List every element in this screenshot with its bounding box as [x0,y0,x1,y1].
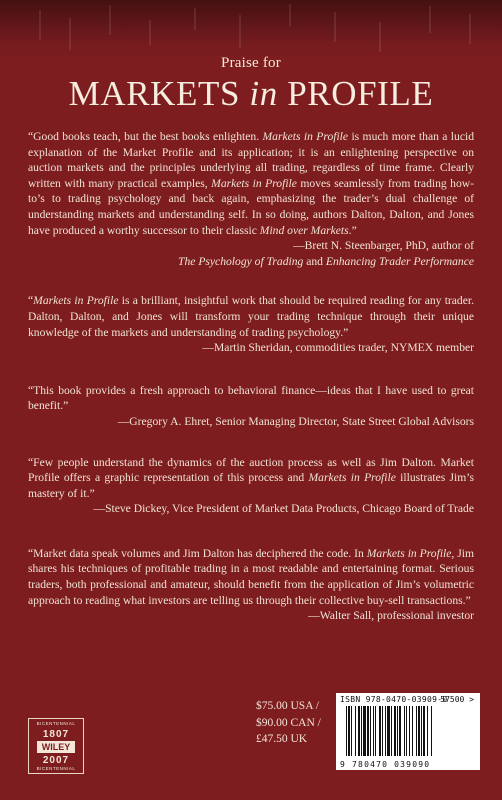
barcode-bar [431,706,432,756]
barcode-bars [344,706,472,758]
barcode-bar [404,706,405,756]
barcode-bar [406,706,407,756]
praise-for-label: Praise for [221,55,281,71]
barcode-bar [409,706,410,756]
barcode-bar [346,706,347,756]
attribution-4 [28,501,474,517]
price-list [256,698,321,748]
barcode-bar [427,706,428,756]
barcode-bar [394,706,396,756]
barcode-bar [348,706,350,756]
attribution-line: —Brett N. Steenbarger, PhD, author of [293,239,474,253]
title-part-2: in [249,74,278,113]
barcode-bar [423,706,425,756]
barcode-bar [373,706,374,756]
barcode-bar [382,706,383,756]
quote-4: “Few people understand the dynamics of the auction process as well as Jim Dalton. Market Profile offers a graphic representation of this process and Markets in Profile illustrates Jim’s mastery of it.” [28,455,475,500]
logo-brand: WILEY [37,741,75,753]
quote-3: “This book provides a fresh approach to behavioral finance—ideas that I have used to great benefit.” [28,383,474,413]
barcode-bar [416,706,417,756]
attribution-line: —Walter Sall, professional investor [308,609,474,623]
logo-year-start: 1807 [42,729,70,740]
quote-1: “Good books teach, but the best books enlighten. Markets in Profile is much more than a lucid explanation of the Market Profile and its application; it is an enlightening perspective on auction markets and the principles underlying all trading, regardless of time frame. Clearly written with many practical examples, Markets in Profile moves seamlessly from trading how-to’s to trading psychology and back again, emphasizing the trader’s dual challenge of understanding markets and understanding self. In so doing, authors Dalton, Dalton, and Jones have produced a worthy successor to their classic Mind over Markets.” [28,130,474,237]
barcode-bar [361,706,362,756]
barcode-bar [391,706,392,756]
price-can: $90.00 CAN / [256,716,321,729]
barcode-bar [385,706,386,756]
barcode-price-code: 57500 > [440,695,474,704]
attribution-1 [28,238,474,269]
logo-year-end: 2007 [42,755,70,766]
barcode-bar [351,706,352,756]
decorative-chart-strip [0,0,502,55]
isbn-number: ISBN 978-0470-03909-0 [340,695,448,704]
barcode-bar [358,706,360,756]
header [0,55,502,114]
barcode-bar [418,706,420,756]
price-usa: $75.00 USA / [256,700,319,712]
praise-quotes [28,129,474,624]
title-part-3: PROFILE [277,74,434,113]
book-title [0,74,502,114]
wiley-bicentennial-logo [28,718,84,774]
attribution-5 [28,608,474,624]
barcode-bar [367,706,369,756]
barcode-bar [375,706,376,756]
barcode-bar [363,706,366,756]
barcode-bar [421,706,422,756]
attribution-line: The Psychology of Trading and Enhancing Trader Performance [178,254,474,268]
quote-2: “Markets in Profile is a brilliant, insightful work that should be required reading for any trader. Dalton, Dalton, and Jones will transform your trading technique through their unique knowledge of the markets and understanding of trading psychology.” [28,294,474,339]
barcode-bar [370,706,371,756]
isbn-barcode [336,693,480,770]
barcode-bar [379,706,381,756]
barcode-bar [397,706,398,756]
barcode-bar [387,706,390,756]
attribution-3 [28,414,474,430]
quote-5: “Market data speak volumes and Jim Dalton has deciphered the code. In Markets in Profile, Jim shares his techniques of profitable trading in a most readable and entertaining format. Serious traders, both professional and amateur, should benefit from the application of Jim’s volumetric approach to reading what investors are telling us through their collective buy-sell transactions.” [28,546,475,607]
title-part-1: MARKETS [68,74,250,113]
attribution-2 [28,340,474,356]
barcode-bar [399,706,401,756]
ean-digits: 9 780470 039090 [340,760,431,769]
attribution-line: —Steve Dickey, Vice President of Market Data Products, Chicago Board of Trade [93,502,474,516]
attribution-line: —Gregory A. Ehret, Senior Managing Director, State Street Global Advisors [117,414,474,428]
barcode-bar [355,706,356,756]
attribution-line: —Martin Sheridan, commodities trader, NYMEX member [202,341,474,355]
logo-ring-top: BICENTENNIAL [36,721,76,726]
logo-ring-bottom: BICENTENNIAL [36,766,76,771]
price-uk: £47.50 UK [256,733,308,745]
barcode-bar [412,706,413,756]
